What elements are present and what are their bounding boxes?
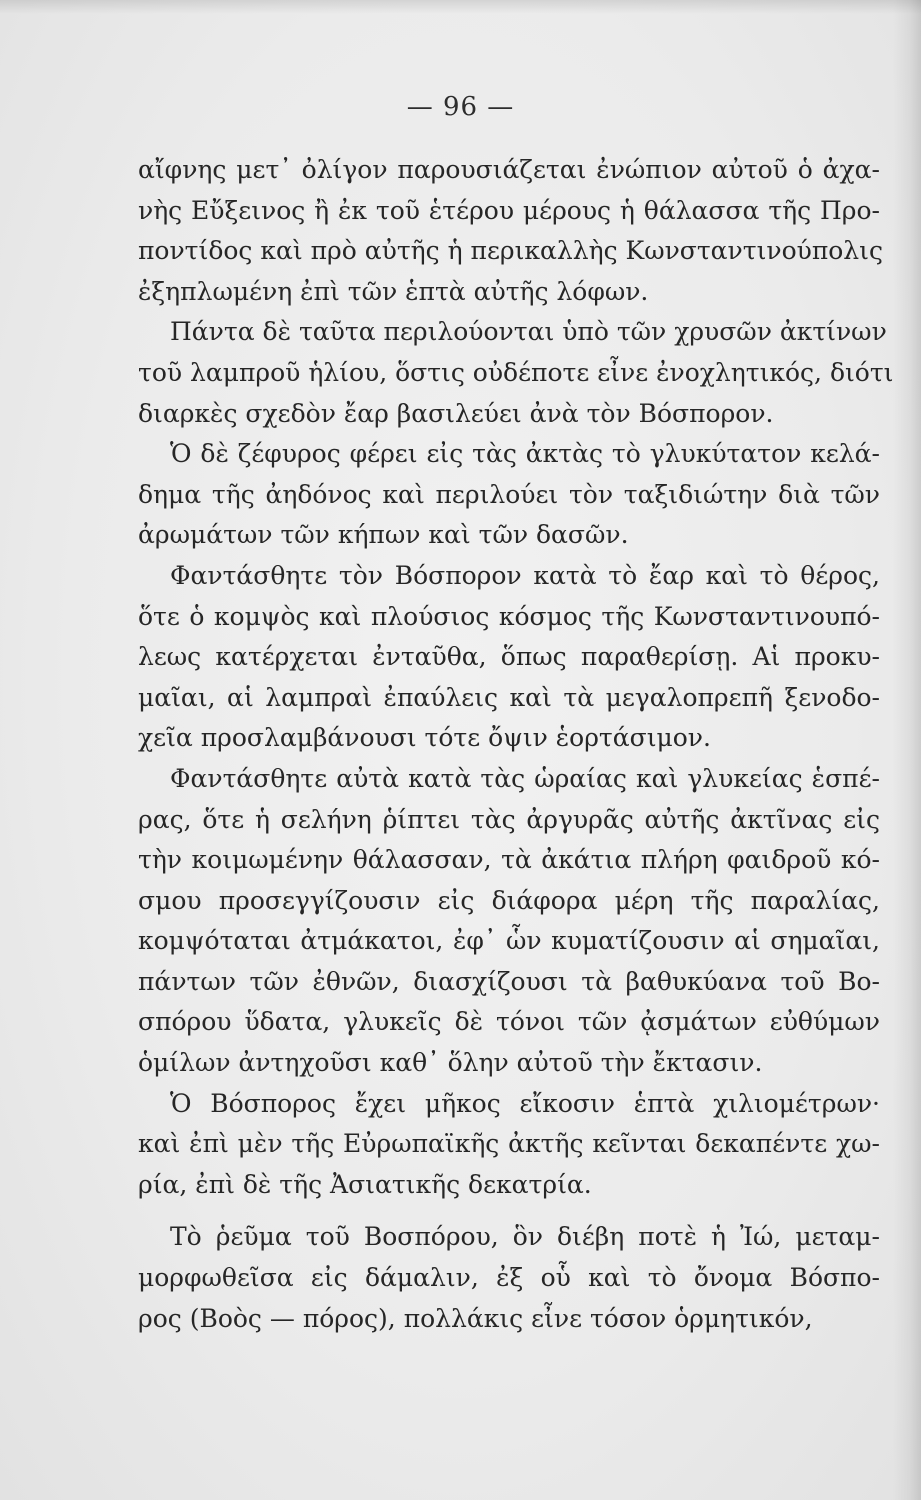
text-line: Ὁ Βόσπορος ἔχει μῆκος εἴκοσιν ἑπτὰ χιλιομέτρων· [170,1088,880,1118]
text-line: σμου προσεγγίζουσιν εἰς διάφορα μέρη τῆς παραλίας, [138,885,880,915]
text-line: Ὁ δὲ ζέφυρος φέρει εἰς τὰς ἀκτὰς τὸ γλυκύτατον κελά- [170,439,880,469]
text-line: ὁμίλων ἀντηχοῦσι καθ᾽ ὅλην αὐτοῦ τὴν ἔκτασιν. [138,1048,763,1078]
paragraph [138,556,880,759]
text-line: διαρκὲς σχεδὸν ἔαρ βασιλεύει ἀνὰ τὸν Βόσπορον. [138,398,774,428]
text-line: τὴν κοιμωμένην θάλασσαν, τὰ ἀκάτια πλήρη φαιδροῦ κό- [138,845,880,875]
body-text [138,150,894,1339]
text-line: αἴφνης μετ᾽ ὀλίγον παρουσιάζεται ἐνώπιον αὐτοῦ ὁ ἀχα- [138,155,880,184]
text-line: μορφωθεῖσα εἰς δάμαλιν, ἐξ οὗ καὶ τὸ ὄνομα Βόσπο- [138,1263,880,1293]
paragraph [138,434,880,556]
text-line: ρας, ὅτε ἡ σελήνη ῥίπτει τὰς ἀργυρᾶς αὐτῆς ἀκτῖνας εἰς [138,804,880,834]
paragraph-gap [138,1205,880,1217]
text-line: λεως κατέρχεται ἐνταῦθα, ὅπως παραθερίσῃ. Αἱ προκυ- [138,642,880,672]
paragraph [138,1217,880,1339]
text-line: χεῖα προσλαμβάνουσι τότε ὄψιν ἑορτάσιμον. [138,723,711,753]
text-line: μαῖαι, αἱ λαμπραὶ ἐπαύλεις καὶ τὰ μεγαλοπρεπῆ ξενοδο- [138,682,880,712]
text-line: ἐξηπλωμένη ἐπὶ τῶν ἑπτὰ αὐτῆς λόφων. [138,276,649,306]
text-line: καὶ ἐπὶ μὲν τῆς Εὐρωπαϊκῆς ἀκτῆς κεῖνται δεκαπέντε χω- [138,1129,880,1159]
text-line: Πάντα δὲ ταῦτα περιλούονται ὑπὸ τῶν χρυσῶν ἀκτίνων [170,317,887,347]
paragraph [138,759,880,1084]
text-line: κομψόταται ἀτμάκατοι, ἐφ᾽ ὧν κυματίζουσιν αἱ σημαῖαι, [138,926,880,956]
text-line: ποντίδος καὶ πρὸ αὐτῆς ἡ περικαλλὴς Κωνσταντινούπολις [138,236,883,266]
text-line: Φαντάσθητε τὸν Βόσπορον κατὰ τὸ ἔαρ καὶ τὸ θέρος, [170,560,880,590]
text-line: τοῦ λαμπροῦ ἡλίου, ὅστις οὐδέποτε εἶνε ἐνοχλητικός, διότι [138,357,894,387]
text-line: σπόρου ὕδατα, γλυκεῖς δὲ τόνοι τῶν ᾀσμάτων εὐθύμων [138,1007,880,1037]
text-line: Φαντάσθητε αὐτὰ κατὰ τὰς ὡραίας καὶ γλυκείας ἑσπέ- [170,763,880,793]
text-line: ρία, ἐπὶ δὲ τῆς Ἀσιατικῆς δεκατρία. [138,1169,592,1199]
text-line: δημα τῆς ἀηδόνος καὶ περιλούει τὸν ταξιδιώτην διὰ τῶν [138,479,880,509]
paragraph [138,150,883,312]
page-spine-shadow [893,0,921,1500]
text-line: νὴς Εὔξεινος ἢ ἐκ τοῦ ἑτέρου μέρους ἡ θάλασσα τῆς Προ- [138,195,880,225]
page-number: — 96 — [406,92,515,122]
text-line: Τὸ ῥεῦμα τοῦ Βοσπόρου, ὃν διέβη ποτὲ ἡ Ἰώ, μεταμ- [170,1222,880,1252]
paragraph [138,1084,880,1206]
text-line: ἀρωμάτων τῶν κήπων καὶ τῶν δασῶν. [138,520,629,550]
page-top-shadow [0,0,921,14]
text-line: πάντων τῶν ἐθνῶν, διασχίζουσι τὰ βαθυκύανα τοῦ Βο- [138,966,880,996]
text-line: ρος (Βοὸς — πόρος), πολλάκις εἶνε τόσον ὁρμητικόν, [138,1303,813,1333]
text-line: ὅτε ὁ κομψὸς καὶ πλούσιος κόσμος τῆς Κωνσταντινουπό- [138,601,880,631]
paragraph [138,312,894,434]
